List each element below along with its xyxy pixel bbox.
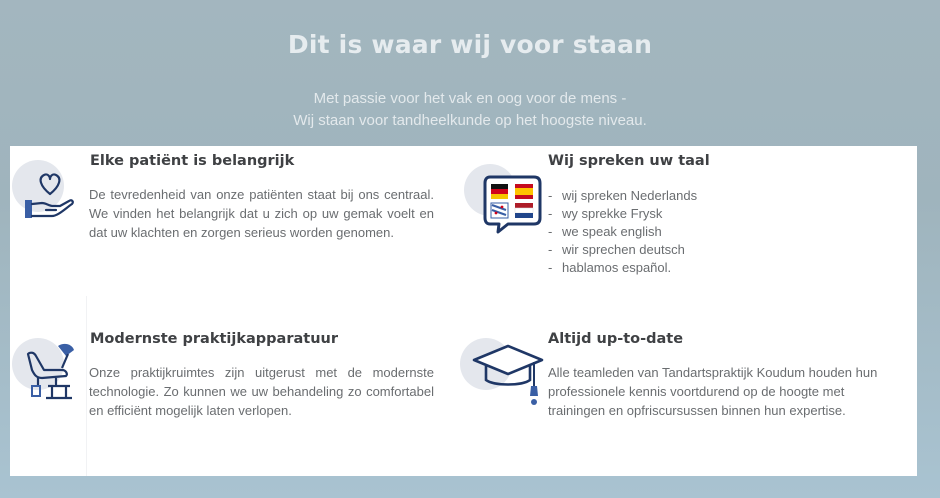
feature-card-equipment [10,324,440,476]
language-item: - wij spreken Nederlands [548,188,698,203]
features-panel [10,146,917,476]
language-item: - we speak english [548,224,662,239]
section-subtitle [0,88,940,132]
card-text: De tevredenheid van onze patiënten staat bij ons centraal. We vinden het belangrijk dat u zich op uw gemak voelt en dat uw klachten en zorgen serieus worden genomen. [89,187,434,240]
card-title: Altijd up-to-date [548,331,684,347]
language-item: - wy sprekke Frysk [548,206,663,221]
language-item: - hablamos español. [548,260,672,275]
subtitle-line-1: Met passie voor het vak en oog voor de mens - [313,90,627,107]
feature-card-education [460,324,917,476]
card-text: Onze praktijkruimtes zijn uitgerust met de modernste technologie. Zo kunnen we uw behandeling zo comfortabel en efficiënt mogelijk laten verlopen. [89,365,434,418]
heart-in-hand-icon [22,170,78,222]
card-text-line: Alle teamleden van Tandartspraktijk Koudum houden hun [548,365,878,380]
language-list [548,187,697,277]
subtitle-line-2: Wij staan voor tandheelkunde op het hoogste niveau. [293,112,647,129]
card-title: Wij spreken uw taal [548,153,710,169]
language-item: - wir sprechen deutsch [548,242,685,257]
card-text-line: trainingen en opfriscursussen binnen hun expertise. [548,403,846,418]
graduation-cap-icon [472,342,544,408]
card-text-line: professionele kennis voortdurend op de hoogte met [548,384,845,399]
feature-card-languages [460,146,917,306]
card-text [548,363,908,420]
card-title: Elke patiënt is belangrijk [90,153,295,169]
speech-bubble-flags-icon [482,174,548,236]
card-title: Modernste praktijkapparatuur [90,331,338,347]
feature-card-patients [10,146,440,306]
dental-chair-icon [22,340,82,402]
section-title: Dit is waar wij voor staan [287,30,653,59]
